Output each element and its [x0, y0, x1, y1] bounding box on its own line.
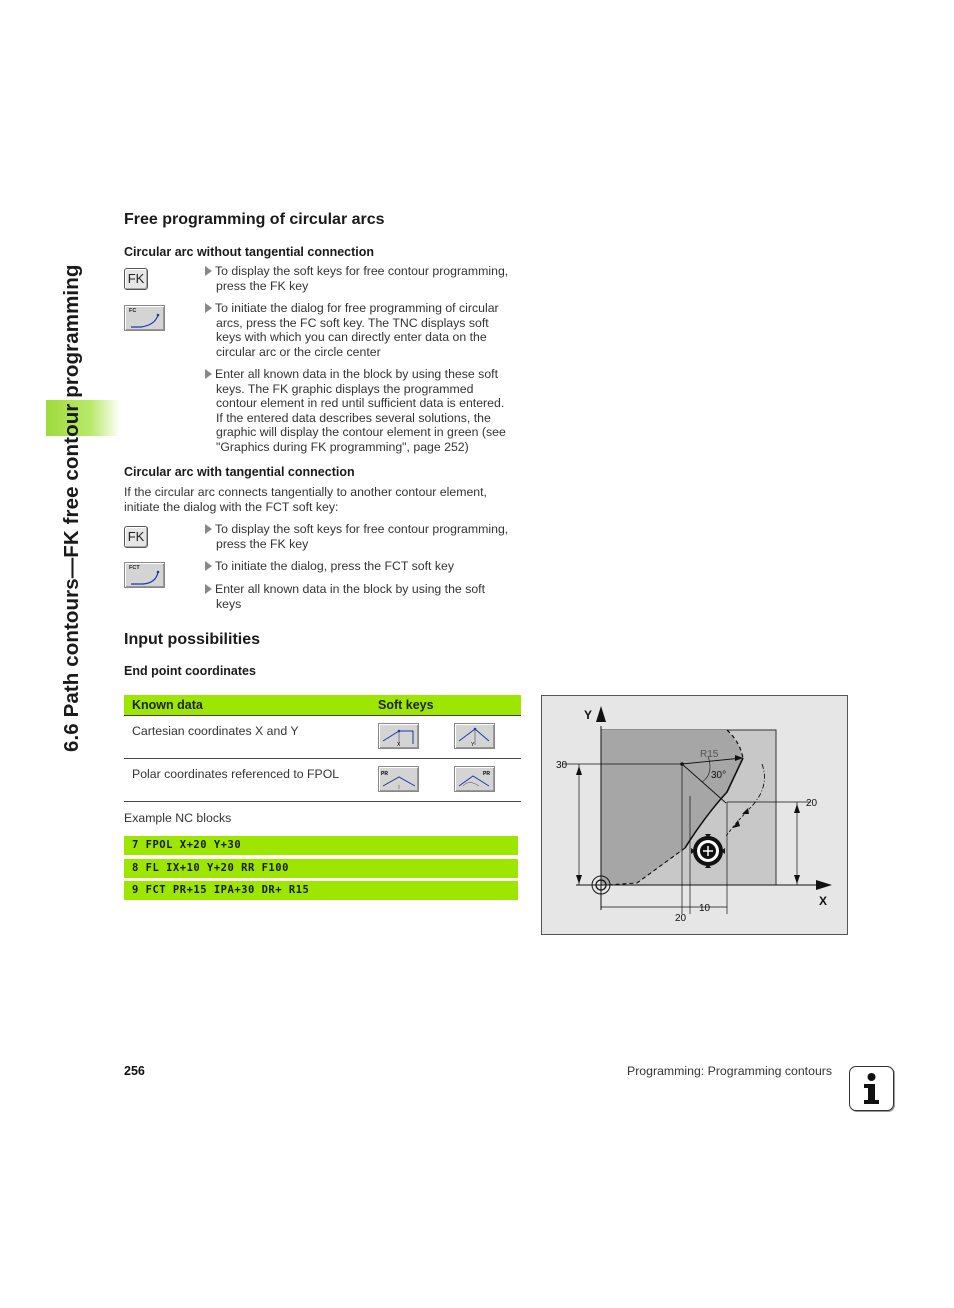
intro-line: If the circular arc connects tangentially to another contour element,: [124, 485, 487, 499]
x-softkey-label: X: [397, 742, 401, 748]
dim-y20: 20: [806, 798, 818, 809]
intro-line: initiate the dialog with the FCT soft key:: [124, 499, 339, 514]
step-arrow-icon: [205, 369, 212, 379]
step-arrow-icon: [205, 584, 212, 594]
nc-block-9: 9 FCT PR+15 IPA+30 DR+ R15: [124, 881, 518, 900]
subsection-title-no-tangent: Circular arc without tangential connection: [124, 245, 375, 259]
pr-softkey-label: PR: [381, 771, 388, 777]
x-coordinate-icon: [379, 724, 418, 748]
step-arrow-icon: [205, 266, 212, 276]
contour-diagram: [542, 696, 847, 934]
step-enter-3b: [205, 582, 515, 611]
fk-key[interactable]: FK: [124, 526, 148, 548]
polar-angle-softkey[interactable]: [454, 766, 495, 792]
step-text-cont: keys. The FK graphic displays the programmed: [216, 381, 474, 396]
subsection-title-tangent: Circular arc with tangential connection: [124, 465, 355, 479]
step-text-cont: arcs, press the FC soft key. The TNC displays soft: [216, 315, 489, 330]
dim-x20: 20: [675, 913, 687, 924]
footer-chapter: Programming: Programming contours: [627, 1064, 833, 1078]
step-text: Enter all known data in the block by using these soft: [215, 367, 498, 381]
subsection-title-end-point: End point coordinates: [124, 664, 256, 678]
step-text-cont: graphic will display the contour element in green (see: [216, 425, 506, 439]
x-axis-label: X: [819, 894, 828, 908]
step-enter-3: [205, 367, 515, 454]
step-text: Enter all known data in the block by using the soft: [215, 582, 486, 596]
polar-angle-icon: [455, 767, 494, 791]
y-coordinate-icon: [455, 724, 494, 748]
step-fc-2: [205, 301, 515, 359]
step-text-cont: keys: [216, 596, 242, 611]
y-softkey-label: Y: [471, 742, 475, 748]
table-header-row: [124, 695, 521, 716]
fc-softkey[interactable]: [124, 305, 165, 331]
side-chapter-title: 6.6 Path contours—FK free contour programming: [60, 264, 83, 752]
step-text-cont: keys with which you can directly enter data on the: [216, 330, 487, 344]
table-cell-label: Cartesian coordinates X and Y: [124, 716, 370, 759]
fk-key[interactable]: FK: [124, 268, 148, 290]
dim-angle30: 30°: [711, 770, 727, 781]
arc-icon: [125, 306, 164, 330]
info-glyph: [850, 1067, 893, 1110]
x-coordinate-softkey[interactable]: [378, 723, 419, 749]
example-label: Example NC blocks: [124, 811, 232, 825]
step-text-cont: If the entered data describes several solutions, the: [216, 410, 491, 425]
dim-x10: 10: [699, 903, 711, 914]
y-axis-label: Y: [584, 708, 593, 722]
fct-softkey-label: FCT: [129, 565, 140, 571]
contour-figure: [541, 695, 848, 935]
step-text: To initiate the dialog, press the FCT soft key: [215, 559, 454, 573]
fc-softkey-label: FC: [129, 308, 137, 314]
fct-softkey[interactable]: [124, 562, 165, 588]
step-text-cont: contour element in red until sufficient data is entered.: [216, 396, 505, 410]
dim-y30: 30: [556, 760, 568, 771]
step-text: To initiate the dialog for free programming of circular: [215, 301, 499, 315]
tangent-intro: [124, 485, 487, 514]
dim-r15: R15: [700, 749, 719, 760]
step-text: To display the soft keys for free contour programming,: [215, 264, 509, 278]
table-header: Soft keys: [370, 695, 521, 716]
step-text-cont: press the FK key: [216, 278, 309, 293]
step-fct-2b: [205, 559, 515, 574]
page-number: 256: [124, 1064, 145, 1078]
polar-radius-softkey[interactable]: [378, 766, 419, 792]
section-title-input-possibilities: Input possibilities: [124, 631, 261, 648]
pr-softkey-label-2: PR: [483, 771, 490, 777]
step-text: To display the soft keys for free contour programming,: [215, 522, 509, 536]
tangent-arc-icon: [125, 563, 164, 587]
step-fk-1b: [205, 522, 515, 551]
step-arrow-icon: [205, 561, 212, 571]
nc-block-7: 7 FPOL X+20 Y+30: [124, 836, 518, 855]
table-header: Known data: [124, 695, 370, 716]
step-text-cont: "Graphics during FK programming", page 252): [216, 439, 469, 454]
nc-block-8: 8 FL IX+10 Y+20 RR F100: [124, 859, 518, 878]
polar-radius-icon: [379, 767, 418, 791]
info-icon: [849, 1066, 894, 1111]
step-arrow-icon: [205, 303, 212, 313]
step-fk-1: [205, 264, 515, 293]
step-arrow-icon: [205, 524, 212, 534]
section-title-circular-arcs: Free programming of circular arcs: [124, 211, 385, 228]
y-coordinate-softkey[interactable]: [454, 723, 495, 749]
step-text-cont: press the FK key: [216, 536, 309, 551]
table-cell-label: Polar coordinates referenced to FPOL: [124, 759, 370, 802]
step-text-cont: circular arc or the circle center: [216, 344, 381, 359]
